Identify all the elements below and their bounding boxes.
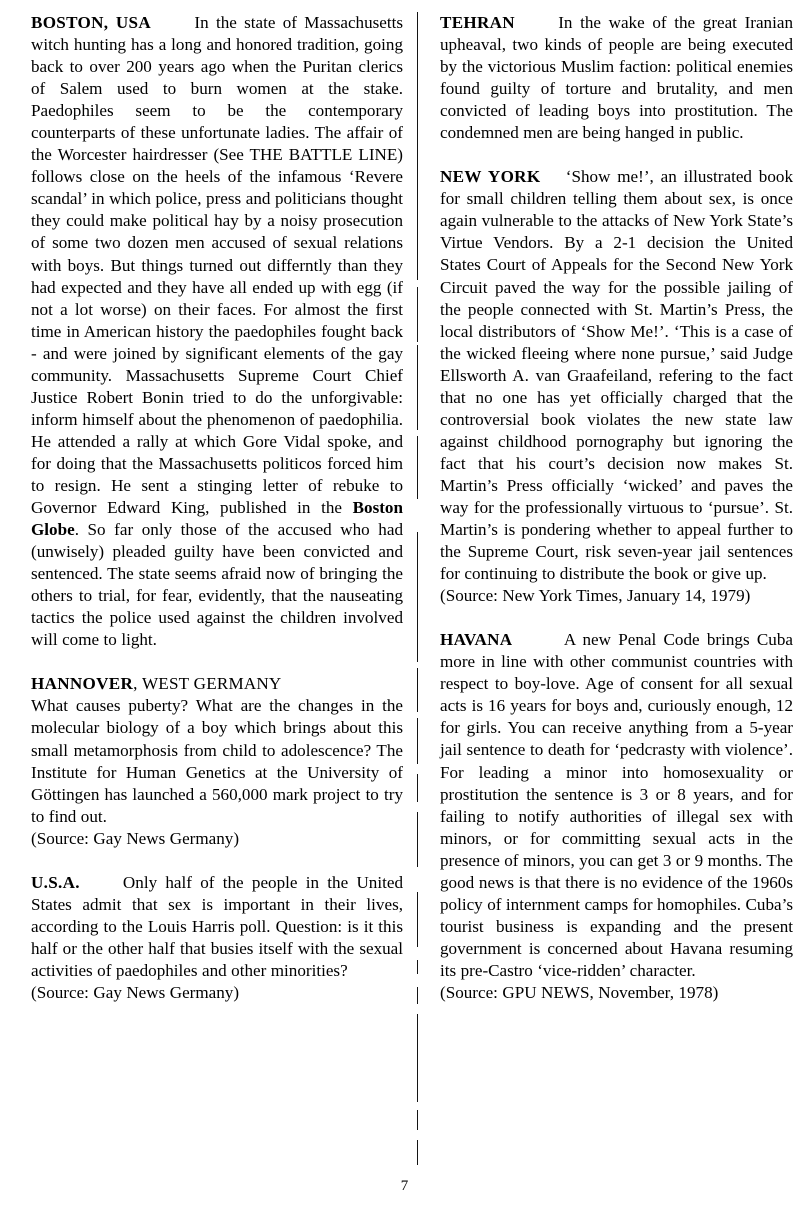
article-havana-body: A new Penal Code brings Cuba more in line with other communist countries with respect to boy-love. Age of consent for all sexual acts is 16 years for boys and, curiously enough, 12 for girls. You can receive anything from a 5-year jail sentence to death for ‘pedcrasty with violence’. For leading a minor into homosexuality or prostitution the sentence is 3 or 8 years, and for failing to notify authorities of illegal sex with minors, or for committing sexual acts in the presence of minors, you can get 3 or 9 months. The good news is that there is no evidence of the 1960s policy of internment camps for homophiles. Cuba’s tourist business is expanding and the present government is concerned about Havana resuming its pre-Castro ‘vice-ridden’ character. — [440, 630, 793, 980]
boston-globe-title: Boston Globe — [31, 498, 403, 540]
article-boston — [31, 12, 403, 651]
article-tehran-body: In the wake of the great Iranian upheaval, two kinds of people are being executed by the victorious Muslim faction: political enemies found guilty of torture and brutality, and men convicted of leading boys into prostitution. The condemned men are being hanged in public. — [440, 13, 793, 143]
dateline-boston: BOSTON, USA — [31, 13, 152, 32]
source-hannover: (Source: Gay News Germany) — [31, 828, 240, 848]
dateline-gap — [512, 630, 563, 649]
dateline-hannover: HANNOVER — [31, 674, 134, 694]
article-tehran — [440, 12, 793, 144]
right-column — [440, 12, 793, 1004]
article-havana — [440, 629, 793, 1004]
article-usa-body: Only half of the people in the United States admit that sex is important in their lives, according to the Louis Harris poll. Question: is it this half or the other half that busies itself with the sexual activities of paedophiles and other minorities? — [31, 872, 403, 980]
article-usa — [31, 872, 403, 1004]
dateline-havana: HAVANA — [440, 630, 513, 650]
dateline-hannover-region: , WEST GERMANY — [133, 674, 282, 694]
dateline-hannover-line — [31, 673, 403, 695]
dateline-gap — [515, 13, 558, 32]
dateline-new-york: NEW YORK — [440, 167, 541, 187]
article-new-york — [440, 166, 793, 607]
source-usa: (Source: Gay News Germany) — [31, 982, 240, 1002]
left-column — [31, 12, 403, 1004]
article-hannover-body: What causes puberty? What are the changes in the molecular biology of a boy which brings about this small metamorphosis from child to adolescence? The Institute for Human Genetics at the University of Göttingen has launched a 560,000 mark project to try to find out. — [31, 696, 403, 826]
source-havana: (Source: GPU NEWS, November, 1978) — [440, 982, 719, 1002]
source-new-york: (Source: New York Times, January 14, 1979) — [440, 586, 751, 606]
dateline-tehran: TEHRAN — [440, 13, 515, 32]
dateline-gap — [540, 167, 565, 186]
dateline-gap — [80, 873, 123, 892]
article-boston-body-after: . So far only those of the accused who had (unwisely) pleaded guilty have been convicted and sentenced. The state seems afraid now of bringing the others to trial, for fear, evidently, that the nauseating tactics the police used against the children involved will come to light. — [31, 520, 403, 650]
article-hannover — [31, 673, 403, 849]
dateline-usa: U.S.A. — [31, 872, 80, 892]
page-number: 7 — [400, 1178, 409, 1194]
article-boston-body: In the state of Massachusetts witch hunting has a long and honored tradition, going back to over 200 years ago when the Puritan clerics of Salem used to burn women at the stake. Paedophiles seem to be the contemporary counterparts of these unfortunate ladies. The affair of the Worcester hairdresser (See THE BATTLE LINE) follows close on the heels of the infamous ‘Revere scandal’ in which police, press and politicians thought they could make political hay by a noisy prosecution of some two dozen men accused of sexual relations with boys. But things turned out differntly than they had expected and they have all ended up with egg (if not a lot worse) on their faces. For almost the first time in American history the paedophiles fought back - and were joined by significant elements of the gay community. Massachusetts Supreme Court Chief Justice Robert Bonin tried to do the unforgivable: inform himself about the phenomenon of paedophilia. He attended a rally at which Gore Vidal spoke, and for doing that the Massachusetts politicos forced him to resign. He sent a stinging letter of rebuke to Governor Edward King, published in the — [31, 13, 404, 518]
dateline-gap — [151, 13, 194, 32]
article-new-york-body: ‘Show me!’, an illustrated book for small children telling them about sex, is once again vulnerable to the attacks of New York State’s Virtue Vendors. By a 2-1 decision the United States Court of Appeals for the Second New York Circuit paved the way for the possible jailing of the people connected with St. Martin’s Press, the local distributors of ‘Show Me!’. ‘This is a case of the wicked fleeing where none pursue,’ said Judge Ellsworth A. van Graafeiland, refering to the fact that no one has yet officially charged that the controversial book violates the new state law against childhood pornography but ignoring the fact that his court’s decision now makes St. Martin’s Press officially ‘wicked’ and paves the way for the professionally virtuous to ‘pursue’. St. Martin’s is pondering whether to appeal further to the Supreme Court, risk seven-year jail sentences for continuing to distribute the book or give up. — [440, 167, 793, 584]
column-divider-rule — [417, 12, 418, 1165]
